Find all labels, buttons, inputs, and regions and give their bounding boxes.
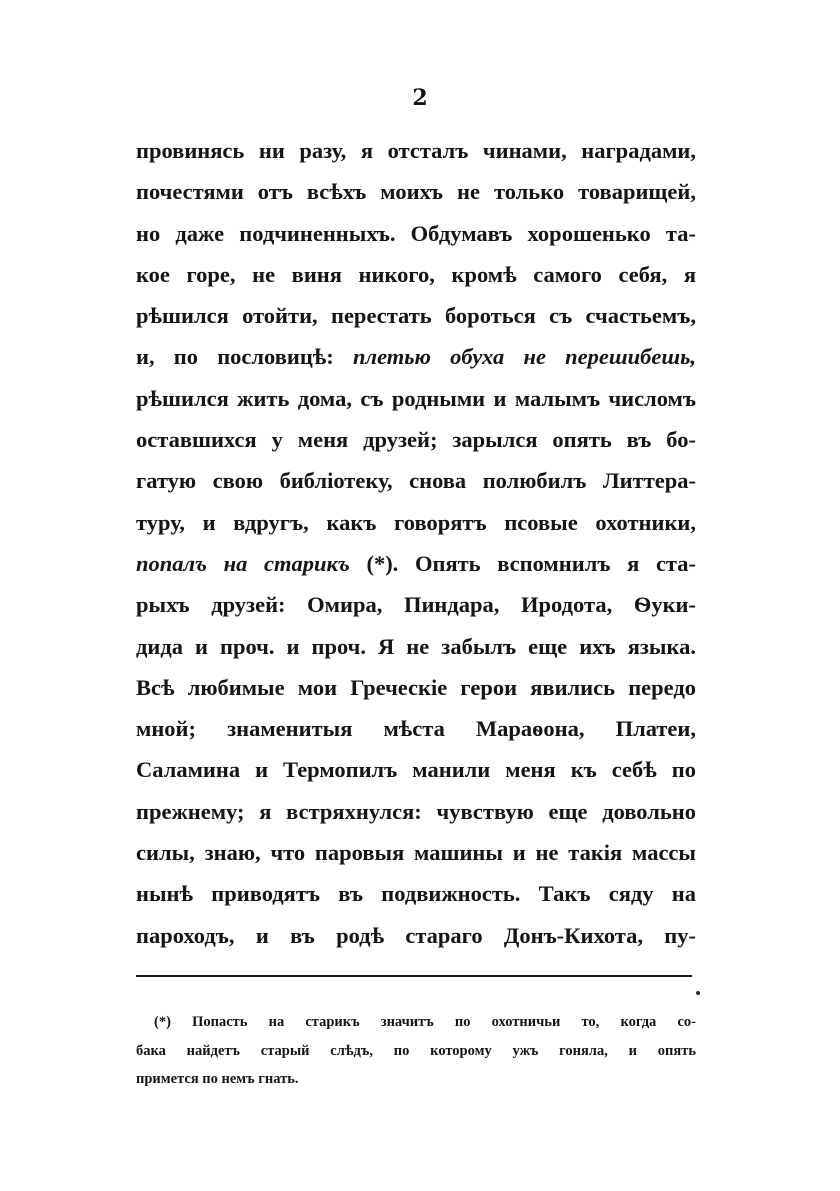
text-segment: нынѣ приводятъ въ подвижность. Такъ сяду на bbox=[136, 881, 696, 907]
italic-phrase: плетью обуха не перешибешь, bbox=[353, 344, 697, 370]
text-segment: рѣшился жить дома, съ родными и малымъ числомъ bbox=[136, 385, 696, 411]
text-segment: туру, и вдругъ, какъ говорятъ псовые охотники, bbox=[136, 509, 696, 535]
text-line bbox=[136, 295, 696, 336]
text-segment: оставшихся у меня друзей; зарылся опять въ бо- bbox=[136, 427, 696, 453]
text-line bbox=[136, 584, 696, 625]
text-segment: но даже подчиненныхъ. Обдумавъ хорошенько та- bbox=[136, 220, 696, 246]
footnote-line: примется по немъ гнать. bbox=[136, 1071, 299, 1087]
text-segment: провинясь ни разу, я отсталъ чинами, наградами, bbox=[136, 138, 696, 163]
italic-phrase: попалъ на старикъ bbox=[136, 550, 350, 576]
text-line bbox=[136, 915, 696, 956]
footnote-line: (*) Попасть на старикъ значитъ по охотничьи то, когда со- bbox=[154, 1014, 696, 1030]
text-segment: Всѣ любимые мои Греческіе герои явились передо bbox=[136, 674, 696, 700]
print-speck bbox=[696, 991, 700, 995]
text-line bbox=[136, 708, 696, 749]
text-line bbox=[136, 543, 696, 584]
text-line bbox=[136, 749, 696, 790]
text-segment: прежнему; я встряхнулся: чувствую еще довольно bbox=[136, 798, 696, 824]
text-segment: и, по пословицѣ: bbox=[136, 344, 354, 370]
text-segment: кое горе, не виня никого, кромѣ самого себя, я bbox=[136, 261, 696, 287]
main-text bbox=[136, 130, 696, 956]
text-segment: рыхъ друзей: Омира, Пиндара, Иродота, Ѳуки- bbox=[136, 592, 696, 618]
text-segment: Саламина и Термопилъ манили меня къ себѣ по bbox=[136, 757, 696, 783]
footnote bbox=[136, 1008, 696, 1094]
text-line bbox=[136, 419, 696, 460]
text-line bbox=[136, 213, 696, 254]
text-line bbox=[136, 873, 696, 914]
text-segment: пароходъ, и въ родѣ стараго Донъ-Кихота, пу- bbox=[136, 922, 696, 948]
text-line bbox=[136, 832, 696, 873]
text-line bbox=[136, 502, 696, 543]
text-line bbox=[136, 254, 696, 295]
page-number: 2 bbox=[412, 85, 428, 111]
footnote-line: бака найдетъ старый слѣдъ, по которому ужъ гоняла, и опять bbox=[136, 1042, 696, 1059]
text-segment: мной; знаменитыя мѣста Мараѳона, Платеи, bbox=[136, 716, 696, 742]
text-line bbox=[136, 626, 696, 667]
text-segment: дида и проч. и проч. Я не забылъ еще ихъ языка. bbox=[136, 633, 696, 659]
text-line bbox=[136, 336, 696, 377]
footnote-divider bbox=[136, 975, 692, 977]
text-line bbox=[136, 378, 696, 419]
text-line bbox=[136, 791, 696, 832]
text-line bbox=[136, 130, 696, 171]
text-line bbox=[136, 667, 696, 708]
text-line bbox=[136, 460, 696, 501]
text-segment: рѣшился отойти, перестать бороться съ счастьемъ, bbox=[136, 303, 696, 329]
text-segment: силы, знаю, что паровыя машины и не такія массы bbox=[136, 840, 696, 866]
text-segment: почестями отъ всѣхъ моихъ не только товарищей, bbox=[136, 179, 696, 205]
text-segment: гатую свою библіотеку, снова полюбилъ Литтера- bbox=[136, 468, 696, 494]
text-segment: (*). Опять вспомнилъ я ста- bbox=[349, 550, 696, 576]
text-line bbox=[136, 171, 696, 212]
